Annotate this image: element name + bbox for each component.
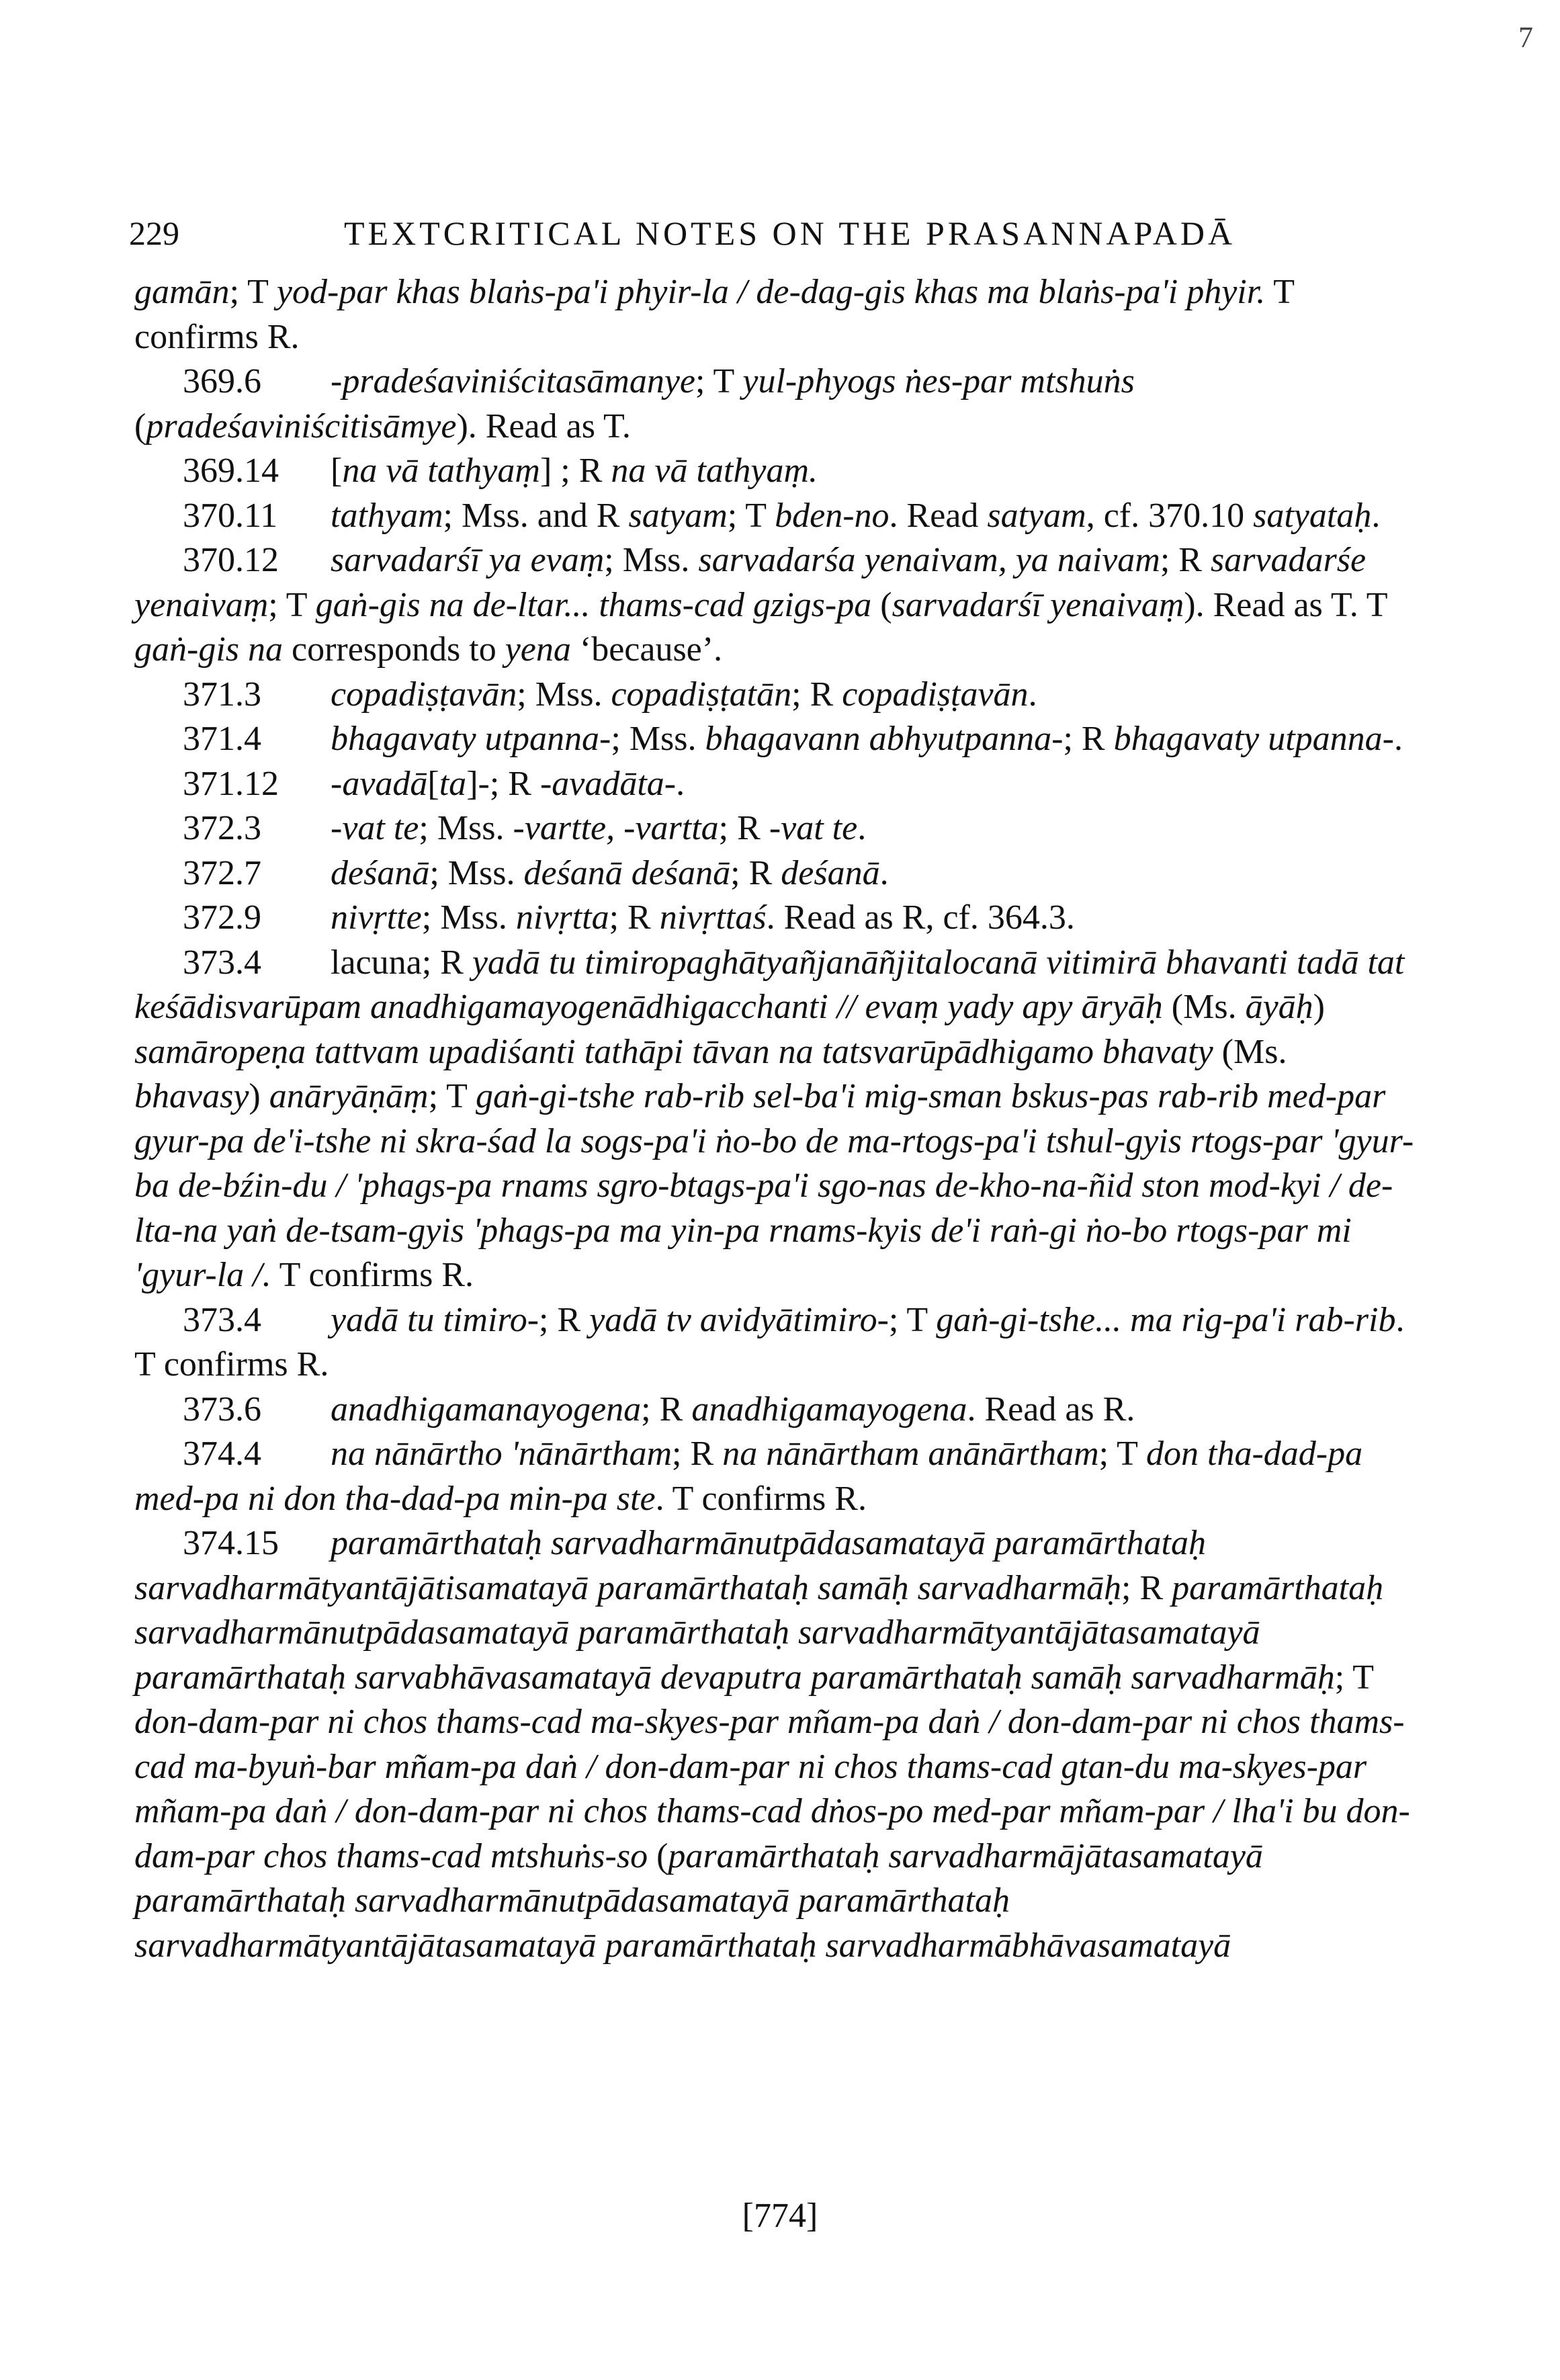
note-reading-italic: -avadā bbox=[331, 764, 428, 803]
note-reading-italic: bhagavann abhyutpanna- bbox=[705, 720, 1064, 758]
note-reference: 373.6 bbox=[183, 1390, 261, 1429]
note-reading-italic: sarvadarśī ya evaṃ bbox=[331, 541, 605, 579]
note-text: ; T bbox=[695, 362, 743, 400]
note-reading-italic: satyam bbox=[628, 496, 728, 535]
note-text: ‘because’. bbox=[570, 630, 723, 669]
note-text: ] ; R bbox=[539, 452, 611, 490]
note-text: . bbox=[857, 809, 867, 847]
note-text: [ bbox=[331, 452, 343, 490]
note-text: ; R bbox=[609, 898, 660, 937]
textcritical-note bbox=[134, 1432, 1418, 1521]
note-reading-italic: yadā tv avidyātimiro- bbox=[589, 1300, 889, 1339]
note-text: . T confirms R. bbox=[655, 1479, 867, 1518]
note-text: ; Mss. bbox=[517, 675, 611, 714]
note-reading-italic: ta bbox=[439, 764, 467, 803]
textcritical-note bbox=[134, 1388, 1418, 1433]
note-text: T confirms R. bbox=[134, 273, 1295, 356]
note-text: ; R bbox=[539, 1300, 590, 1339]
note-reading-italic: yena bbox=[505, 630, 571, 669]
textcritical-note bbox=[134, 896, 1418, 941]
note-reading-italic: paramārthataḥ sarvadharmājātasamatayā paramārthataḥ sarvadharmānutpādasamatayā paramārthataḥ sarvadharmātyantājātasamatayā paramārthataḥ sarvadharmābhāvasamatayā bbox=[134, 1836, 1263, 1965]
note-reading-italic: bhagavaty utpanna- bbox=[331, 720, 611, 758]
note-text: ]-; R bbox=[466, 764, 540, 803]
note-reading-italic: sarvadarśa yenaivam, ya naivam bbox=[698, 541, 1160, 579]
note-reading-italic: gaṅ-gi-tshe rab-rib sel-ba'i mig-sman bskus-pas rab-rib med-par gyur-pa de'i-tshe ni skra-śad la sogs-pa'i ṅo-bo de ma-rtogs-pa'i tshul-gyis rtogs-par 'gyur-ba de-bźin-du / 'phags-pa rnams sgro-btags-pa'i sgo-nas de-kho-na-ñid ston mod-kyi / de-lta-na yaṅ de-tsam-gyis 'phags-pa ma yin-pa rnams-kyis de'i raṅ-gi ṅo-bo rtogs-par mi 'gyur-la /. bbox=[134, 1077, 1414, 1294]
note-text: ) bbox=[1313, 988, 1325, 1026]
note-text: ; T bbox=[1334, 1658, 1374, 1697]
textcritical-note bbox=[134, 449, 1418, 494]
note-reading-italic: gaṅ-gi-tshe... ma rig-pa'i rab-rib bbox=[936, 1300, 1396, 1339]
note-reading-italic: satyataḥ bbox=[1253, 496, 1372, 535]
note-reference: 374.15 bbox=[183, 1524, 279, 1562]
note-text: ; R bbox=[791, 675, 842, 714]
note-reference: 374.4 bbox=[183, 1435, 261, 1473]
note-reading-italic: na vā tathyaṃ. bbox=[611, 452, 818, 490]
note-reading-italic: copadiṣṭavān bbox=[842, 675, 1029, 714]
note-text: ). Read as T. bbox=[456, 407, 631, 445]
note-reading-italic: tathyam bbox=[331, 496, 443, 535]
note-text: ; R bbox=[641, 1390, 692, 1429]
note-reading-italic: copadiṣṭatān bbox=[611, 675, 792, 714]
note-text: T confirms R. bbox=[271, 1256, 474, 1294]
note-text: ; Mss. bbox=[429, 853, 524, 892]
textcritical-note bbox=[134, 762, 1418, 807]
note-reference: 371.3 bbox=[183, 675, 261, 714]
note-reading-italic: yadā tu timiro- bbox=[331, 1300, 539, 1339]
note-reading-italic: anāryāṇāṃ bbox=[269, 1077, 429, 1115]
note-text: ; R bbox=[1063, 720, 1114, 758]
note-text: . Read as R. bbox=[967, 1390, 1135, 1429]
note-reading-italic: bhagavaty utpanna- bbox=[1113, 720, 1394, 758]
note-text: ; T bbox=[1098, 1435, 1147, 1473]
note-reference: 372.3 bbox=[183, 809, 261, 847]
note-text: ( bbox=[871, 585, 892, 624]
textcritical-note bbox=[134, 673, 1418, 718]
corner-mark: 7 bbox=[1518, 21, 1533, 54]
note-reading-italic: yod-par khas blaṅs-pa'i phyir-la / de-dag-gis khas ma blaṅs-pa'i phyir. bbox=[276, 273, 1266, 311]
note-text: ; Mss. bbox=[419, 809, 513, 847]
note-reading-italic: anadhigamayogena bbox=[691, 1390, 967, 1429]
note-reading-italic: anadhigamanayogena bbox=[331, 1390, 642, 1429]
textcritical-note bbox=[134, 494, 1418, 539]
note-text: ; R bbox=[718, 809, 769, 847]
note-text: ; T bbox=[229, 273, 277, 311]
note-text: ; R bbox=[1121, 1568, 1172, 1607]
note-reading-italic: -pradeśaviniścitasāmanye bbox=[331, 362, 696, 400]
textcritical-note bbox=[134, 941, 1418, 1298]
note-reading-italic: -avadāta- bbox=[539, 764, 677, 803]
note-reference: 372.9 bbox=[183, 898, 261, 937]
note-text: ; Mss. bbox=[611, 720, 705, 758]
note-text: ; R bbox=[730, 853, 781, 892]
note-reference: 370.12 bbox=[183, 541, 279, 579]
note-text: lacuna; R bbox=[331, 943, 472, 982]
note-reading-italic: nivṛttaś bbox=[659, 898, 767, 937]
note-text: ; R bbox=[1160, 541, 1211, 579]
note-reference: 371.12 bbox=[183, 764, 279, 803]
note-text: , cf. 370.10 bbox=[1086, 496, 1254, 535]
note-continuation bbox=[134, 270, 1418, 359]
note-reading-italic: gamān bbox=[134, 273, 230, 311]
running-title: TEXTCRITICAL NOTES ON THE PRASANNAPADĀ bbox=[344, 214, 1236, 252]
note-reading-italic: satyam bbox=[987, 496, 1086, 535]
note-reading-italic: gaṅ-gis na bbox=[134, 630, 283, 669]
running-header bbox=[129, 214, 1439, 261]
note-reading-italic: don tha-dad-pa med-pa ni don tha-dad-pa min-pa ste bbox=[134, 1435, 1363, 1518]
note-reading-italic: na vā tathyaṃ bbox=[342, 452, 540, 490]
note-reference: 373.4 bbox=[183, 943, 261, 982]
textcritical-note bbox=[134, 717, 1418, 762]
note-reading-italic: samāropeṇa tattvam upadiśanti tathāpi tāvan na tatsvarūpādhigamo bhavaty bbox=[134, 1032, 1213, 1071]
note-reading-italic: bden-no bbox=[775, 496, 890, 535]
note-text: ; Mss. bbox=[421, 898, 516, 937]
note-reference: 370.11 bbox=[183, 496, 278, 535]
note-text: ; T bbox=[268, 585, 316, 624]
note-text: . Read as R, cf. 364.3. bbox=[766, 898, 1075, 937]
textcritical-note bbox=[134, 359, 1418, 449]
note-text: ( bbox=[648, 1836, 668, 1875]
note-text: [ bbox=[427, 764, 439, 803]
note-reading-italic: deśanā bbox=[331, 853, 430, 892]
note-reading-italic: -vat te bbox=[769, 809, 858, 847]
note-text: . bbox=[1028, 675, 1037, 714]
note-reference: 372.7 bbox=[183, 853, 261, 892]
note-text: ; T bbox=[888, 1300, 937, 1339]
note-reading-italic: nivṛtta bbox=[515, 898, 609, 937]
note-reading-italic: gaṅ-gis na de-ltar... thams-cad gzigs-pa bbox=[315, 585, 872, 624]
note-text: ). Read as T. T bbox=[1184, 585, 1387, 624]
note-reading-italic: nivṛtte bbox=[331, 898, 422, 937]
note-text: ; Mss. bbox=[604, 541, 699, 579]
note-reading-italic: āyāḥ bbox=[1245, 988, 1313, 1026]
note-text: corresponds to bbox=[283, 630, 505, 669]
note-reading-italic: sarvadarśī yenaivaṃ bbox=[892, 585, 1184, 624]
note-reference: 371.4 bbox=[183, 720, 261, 758]
note-text: . T confirms R. bbox=[134, 1300, 1405, 1384]
note-text: (Ms. bbox=[1162, 988, 1246, 1026]
note-text: ; T bbox=[727, 496, 775, 535]
note-reading-italic: don-dam-par ni chos thams-cad ma-skyes-par mñam-pa daṅ / don-dam-par ni chos thams-cad ma-byuṅ-bar mñam-pa daṅ / don-dam-par ni chos thams-cad gtan-du ma-skyes-par mñam-pa daṅ / don-dam-par ni chos thams-cad dṅos-po med-par mñam-par / lha'i bu don-dam-par chos thams-cad mtshuṅs-so bbox=[134, 1703, 1410, 1875]
note-text: . bbox=[676, 764, 685, 803]
note-reference: 369.14 bbox=[183, 452, 279, 490]
textcritical-note bbox=[134, 538, 1418, 673]
folio-number: [774] bbox=[742, 2197, 818, 2235]
note-text: . Read bbox=[889, 496, 988, 535]
note-text: ( bbox=[134, 407, 146, 445]
note-reading-italic: yadā tu timiropaghātyañjanāñjitalocanā vitimirā bhavanti tadā tat keśādisvarūpam anadhigamayogenādhigacchanti // evaṃ yady apy āryāḥ bbox=[134, 943, 1405, 1026]
note-text: . bbox=[1371, 496, 1381, 535]
textcritical-note bbox=[134, 1298, 1418, 1388]
note-text: . bbox=[1393, 720, 1403, 758]
note-text: ; R bbox=[672, 1435, 723, 1473]
notes-body bbox=[134, 270, 1418, 1968]
note-text: (Ms. bbox=[1213, 1032, 1287, 1071]
note-reading-italic: pradeśaviniścitisāmye bbox=[146, 407, 457, 445]
note-text: ; T bbox=[428, 1077, 476, 1115]
note-text: ; Mss. and R bbox=[443, 496, 629, 535]
note-text: ) bbox=[249, 1077, 269, 1115]
note-text: . bbox=[879, 853, 889, 892]
note-reading-italic: copadiṣṭavān bbox=[331, 675, 517, 714]
note-reading-italic: na nānārtham anānārtham bbox=[722, 1435, 1099, 1473]
note-reading-italic: deśanā bbox=[781, 853, 880, 892]
note-reading-italic: -vartte, -vartta bbox=[513, 809, 719, 847]
note-reading-italic: paramārthataḥ sarvadharmānutpādasamatayā paramārthataḥ sarvadharmātyantājātasamatayā paramārthataḥ sarvabhāvasamatayā devaputra paramārthataḥ samāḥ sarvadharmāḥ bbox=[134, 1568, 1384, 1697]
note-reading-italic: paramārthataḥ sarvadharmānutpādasamatayā paramārthataḥ sarvadharmātyantājātisamatayā paramārthataḥ samāḥ sarvadharmāḥ bbox=[134, 1524, 1206, 1607]
textcritical-note bbox=[134, 851, 1418, 896]
note-reference: 369.6 bbox=[183, 362, 261, 400]
note-reading-italic: deśanā deśanā bbox=[523, 853, 731, 892]
note-reading-italic: yul-phyogs ṅes-par mtshuṅs bbox=[742, 362, 1135, 400]
note-reading-italic: bhavasy bbox=[134, 1077, 249, 1115]
note-reference: 373.4 bbox=[183, 1300, 261, 1339]
textcritical-note bbox=[134, 1521, 1418, 1968]
note-reading-italic: na nānārtho 'nānārtham bbox=[331, 1435, 673, 1473]
textcritical-note bbox=[134, 806, 1418, 851]
note-reading-italic: sarvadarśe yenaivaṃ bbox=[134, 541, 1367, 624]
page-number: 229 bbox=[129, 214, 179, 252]
note-reading-italic: -vat te bbox=[331, 809, 419, 847]
